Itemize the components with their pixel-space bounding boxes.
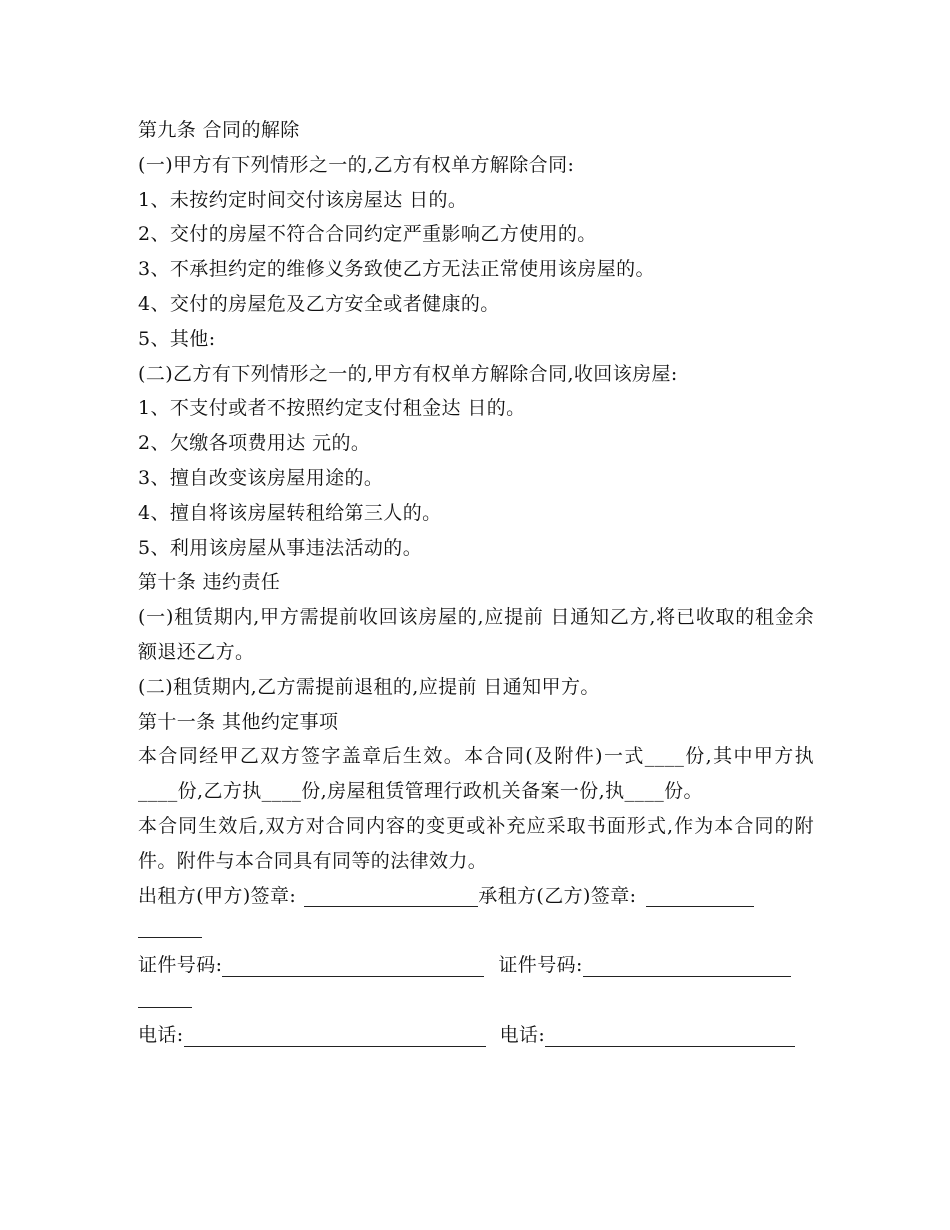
lessor-id-label: 证件号码:: [138, 954, 223, 977]
list-item: 5、利用该房屋从事违法活动的。: [138, 536, 423, 559]
id-number-row: [138, 948, 814, 983]
article-9-title: 第九条 合同的解除: [138, 119, 300, 141]
lessor-signature-label: 出租方(甲方)签章:: [138, 884, 297, 907]
list-item: 2、交付的房屋不符合合同约定严重影响乙方使用的。: [138, 223, 597, 246]
lessee-signature-line-continued[interactable]: [138, 913, 202, 938]
lessor-id-line[interactable]: [222, 952, 484, 977]
list-item: 1、未按约定时间交付该房屋达 日的。: [138, 188, 468, 211]
lessor-phone-label: 电话:: [138, 1024, 184, 1047]
paragraph-early-termination: (二)租赁期内,乙方需提前退租的,应提前 日通知甲方。: [138, 675, 600, 698]
clause-lessor-breach: (一)甲方有下列情形之一的,乙方有权单方解除合同:: [138, 153, 575, 176]
list-item: 1、不支付或者不按照约定支付租金达 日的。: [138, 397, 526, 420]
list-item: 2、欠缴各项费用达 元的。: [138, 432, 371, 455]
contract-body: [138, 113, 814, 1053]
list-item: 5、其他:: [138, 327, 216, 350]
lessor-signature-line[interactable]: [304, 882, 478, 907]
lessor-phone-line[interactable]: [184, 1022, 486, 1047]
lessee-signature-line[interactable]: [646, 882, 754, 907]
paragraph-early-recovery: (一)租赁期内,甲方需提前收回该房屋的,应提前 日通知乙方,将已收取的租金余额退还乙方。: [138, 606, 814, 663]
lessee-phone-line[interactable]: [545, 1022, 795, 1047]
paragraph-changes: 本合同生效后,双方对合同内容的变更或补充应采取书面形式,作为本合同的附件。附件与本合同具有同等的法律效力。: [138, 814, 814, 872]
lessee-id-line[interactable]: [583, 952, 791, 977]
article-10-title: 第十条 违约责任: [138, 571, 281, 594]
list-item: 3、擅自改变该房屋用途的。: [138, 466, 384, 489]
list-item: 4、擅自将该房屋转租给第三人的。: [138, 501, 442, 524]
signature-row: [138, 879, 814, 914]
lessee-signature-label: 承租方(乙方)签章:: [478, 884, 637, 907]
lessee-id-label: 证件号码:: [498, 954, 583, 977]
article-11-title: 第十一条 其他约定事项: [138, 710, 339, 733]
paragraph-effective: 本合同经甲乙双方签字盖章后生效。本合同(及附件)一式____份,其中甲方执____份,乙方执____份,房屋租赁管理行政机关备案一份,执____份。: [138, 745, 814, 803]
lessee-phone-label: 电话:: [499, 1024, 546, 1047]
phone-row: [138, 1018, 814, 1053]
lessee-id-line-continued[interactable]: [138, 983, 192, 1008]
list-item: 4、交付的房屋危及乙方安全或者健康的。: [138, 292, 500, 315]
clause-lessee-breach: (二)乙方有下列情形之一的,甲方有权单方解除合同,收回该房屋:: [138, 362, 678, 385]
list-item: 3、不承担约定的维修义务致使乙方无法正常使用该房屋的。: [138, 258, 655, 281]
